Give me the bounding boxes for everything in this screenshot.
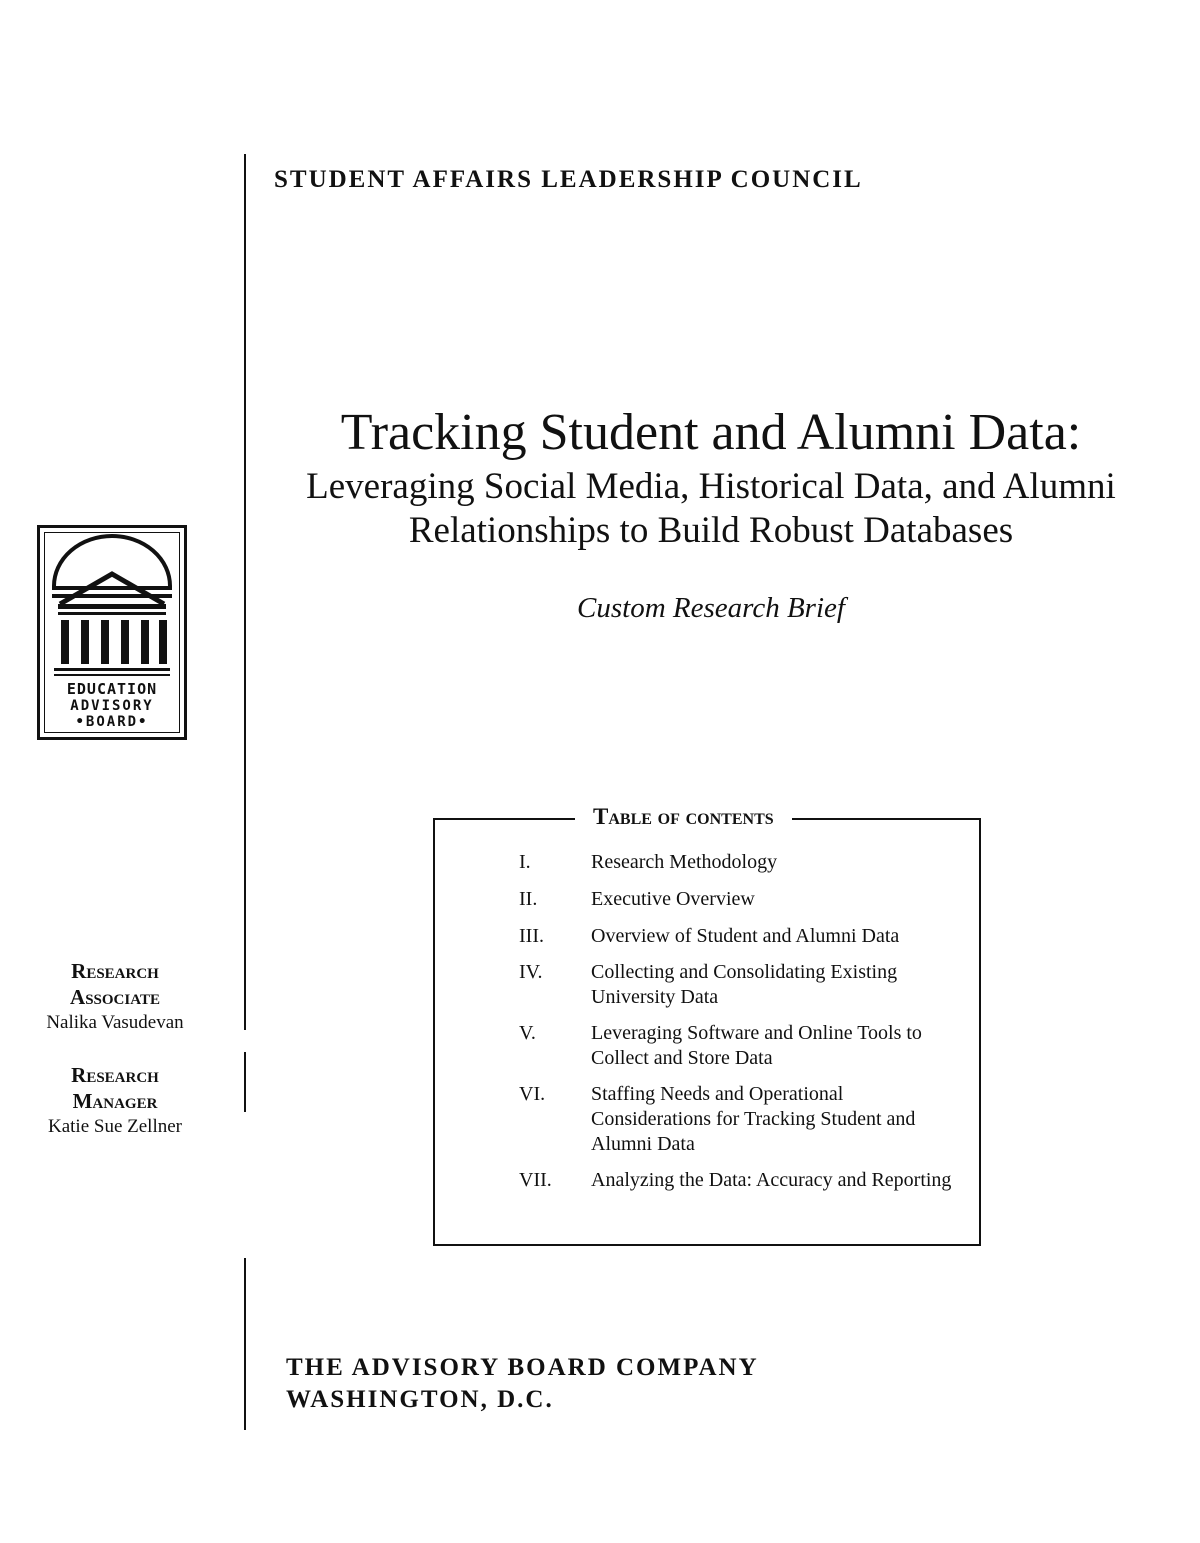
- toc-heading: Table of contents: [575, 804, 792, 830]
- council-name: STUDENT AFFAIRS LEADERSHIP COUNCIL: [274, 166, 863, 193]
- credit-person: Nalika Vasudevan: [46, 1012, 184, 1033]
- vertical-rule: [244, 1052, 246, 1112]
- toc-item-number: III.: [519, 925, 544, 947]
- credit-research-manager: [20, 1062, 210, 1140]
- credit-person: Katie Sue Zellner: [47, 1116, 182, 1137]
- toc-item-number: IV.: [519, 961, 543, 983]
- credit-role: Research: [71, 1063, 159, 1087]
- toc-item-number: I.: [519, 851, 531, 873]
- credit-role: Manager: [72, 1089, 158, 1113]
- publisher-location: WASHINGTON, D.C.: [286, 1386, 554, 1413]
- toc-item-number: V.: [519, 1022, 536, 1044]
- credit-role: Research: [71, 959, 159, 983]
- toc-item-label: Collecting and Consolidating Existing University Data: [591, 961, 898, 1008]
- education-advisory-board-logo: [37, 525, 187, 740]
- toc-item-label: Overview of Student and Alumni Data: [591, 925, 900, 947]
- logo-text: EDUCATION: [66, 680, 158, 698]
- logo-text: ADVISORY: [70, 698, 154, 714]
- table-of-contents: [433, 804, 981, 1246]
- toc-item-label: Leveraging Software and Online Tools to Collect and Store Data: [591, 1022, 922, 1069]
- credit-research-associate: [20, 958, 210, 1036]
- subtitle-line: Relationships to Build Robust Databases: [408, 510, 1014, 551]
- toc-item-label: Executive Overview: [591, 888, 755, 910]
- toc-item-label: Analyzing the Data: Accuracy and Reporting: [591, 1169, 952, 1191]
- document-title: Tracking Student and Alumni Data:: [340, 404, 1082, 461]
- subtitle-line: Leveraging Social Media, Historical Data, and Alumni: [306, 466, 1116, 507]
- publisher: [286, 1352, 759, 1416]
- toc-item-number: II.: [519, 888, 538, 910]
- credit-role: Associate: [70, 985, 160, 1009]
- brief-type: Custom Research Brief: [577, 592, 845, 624]
- publisher-name: THE ADVISORY BOARD COMPANY: [286, 1354, 759, 1381]
- toc-item-number: VI.: [519, 1083, 546, 1105]
- toc-item-number: VII.: [519, 1169, 552, 1191]
- logo-text: •BOARD•: [75, 714, 149, 730]
- document-subtitle: [246, 465, 1176, 553]
- toc-item-label: Staffing Needs and Operational Considerations for Tracking Student and Alumni Data: [591, 1083, 916, 1155]
- toc-item-label: Research Methodology: [591, 851, 778, 873]
- vertical-rule: [244, 1258, 246, 1430]
